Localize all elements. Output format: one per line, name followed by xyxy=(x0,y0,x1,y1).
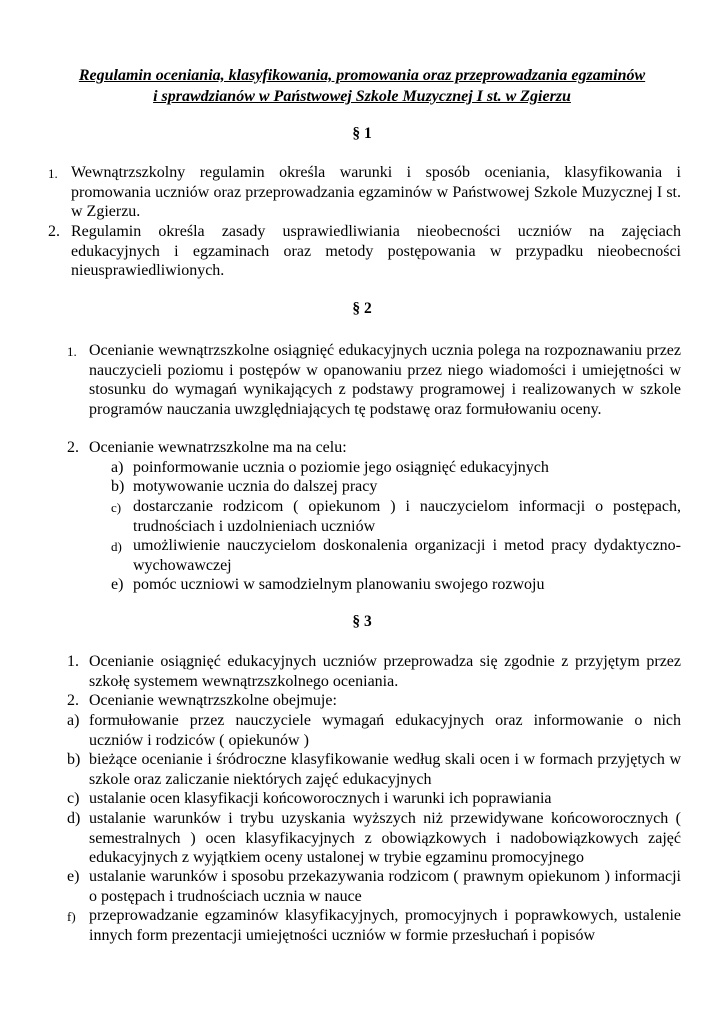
sublist-item: ustalanie warunków i trybu uzyskania wyższych niż przewidywane końcoworocznych ( semestralnych ) ocen klasyfikacyjnych z obowiązkowych i nadobowiązkowych zajęć edukacyjnych z wyjątkiem oceny ustalonej w trybie egzaminu promocyjnego xyxy=(89,810,681,866)
sublist-item: motywowanie ucznia do dalszej pracy xyxy=(133,478,378,495)
sublist-item: pomóc uczniowi w samodzielnym planowaniu swojego rozwoju xyxy=(133,576,545,593)
list-item: Ocenianie osiągnięć edukacyjnych uczniów przeprowadza się zgodnie z przyjętym przez szkołę systemem wewnątrzszkolnego oceniania. xyxy=(89,653,681,690)
document-title-line-1: Regulamin oceniania, klasyfikowania, promowania oraz przeprowadzania egzaminów xyxy=(78,67,646,84)
list-marker: 1. xyxy=(67,653,79,670)
list-item: Wewnątrzszkolny regulamin określa warunki i sposób oceniania, klasyfikowania i promowania uczniów oraz przeprowadzania egzaminów w Państwowej Szkole Muzycznej I st. w Zgierzu. xyxy=(71,164,681,220)
list-item: Ocenianie wewnatrzszkolne ma na celu: xyxy=(89,439,347,456)
sublist-marker: c) xyxy=(111,500,122,515)
sublist-item: bieżące ocenianie i śródroczne klasyfikowanie według skali ocen i w formach przyjętych w szkole oraz zaliczanie niektórych zajęć edukacyjnych xyxy=(89,751,681,788)
sublist-item: ustalanie warunków i sposobu przekazywania rodzicom ( prawnym opiekunom ) informacji o postępach i trudnościach ucznia w nauce xyxy=(89,868,681,905)
sublist-marker: e) xyxy=(111,576,124,593)
sublist-marker: a) xyxy=(111,459,124,476)
list-marker: 1. xyxy=(67,344,77,359)
sublist-marker: c) xyxy=(67,790,80,807)
list-marker: 1. xyxy=(48,166,58,181)
section-heading-3: § 3 xyxy=(352,613,372,630)
list-item: Ocenianie wewnątrzszkolne obejmuje: xyxy=(89,692,337,709)
document-title-line-2: i sprawdzianów w Państwowej Szkole Muzycznej I st. w Zgierzu xyxy=(153,88,571,105)
sublist-item: umożliwienie nauczycielom doskonalenia organizacji i metod pracy dydaktyczno-wychowawczej xyxy=(133,537,681,574)
sublist-item: dostarczanie rodzicom ( opiekunom ) i nauczycielom informacji o postępach, trudnościach i uzdolnieniach uczniów xyxy=(133,498,681,535)
sublist-marker: d) xyxy=(111,539,122,554)
list-item: Ocenianie wewnątrzszkolne osiągnięć edukacyjnych ucznia polega na rozpoznawaniu przez nauczycieli poziomu i postępów w opanowaniu przez niego wiadomości i umiejętności w stosunku do wymagań wynikających z podstawy programowej i realizowanych w szkole programów nauczania uwzględniających tę podstawę oraz formułowaniu oceny. xyxy=(89,342,681,418)
section-heading-2: § 2 xyxy=(352,300,372,317)
sublist-marker: a) xyxy=(67,712,80,729)
sublist-item: formułowanie przez nauczyciele wymagań edukacyjnych oraz informowanie o nich uczniów i rodziców ( opiekunów ) xyxy=(89,712,681,749)
list-item: Regulamin określa zasady usprawiedliwiania nieobecności uczniów na zajęciach edukacyjnych i egzaminach oraz metody postępowania w przypadku nieobecności nieusprawiedliwionych. xyxy=(71,223,681,279)
sublist-marker: e) xyxy=(67,868,80,885)
sublist-marker: b) xyxy=(67,751,81,768)
list-marker: 2. xyxy=(67,439,79,456)
sublist-item: poinformowanie ucznia o poziomie jego osiągnięć edukacyjnych xyxy=(133,459,549,476)
sublist-item: przeprowadzanie egzaminów klasyfikacyjnych, promocyjnych i poprawkowych, ustalenie innych form prezentacji umiejętności uczniów w formie przesłuchań i popisów xyxy=(89,907,681,944)
sublist-marker: b) xyxy=(111,478,125,495)
sublist-item: ustalanie ocen klasyfikacji końcoworocznych i warunki ich poprawiania xyxy=(89,790,552,807)
sublist-marker: f) xyxy=(67,909,76,924)
list-marker: 2. xyxy=(48,223,60,240)
list-marker: 2. xyxy=(67,692,79,709)
sublist-marker: d) xyxy=(67,810,81,827)
section-heading-1: § 1 xyxy=(352,125,372,142)
